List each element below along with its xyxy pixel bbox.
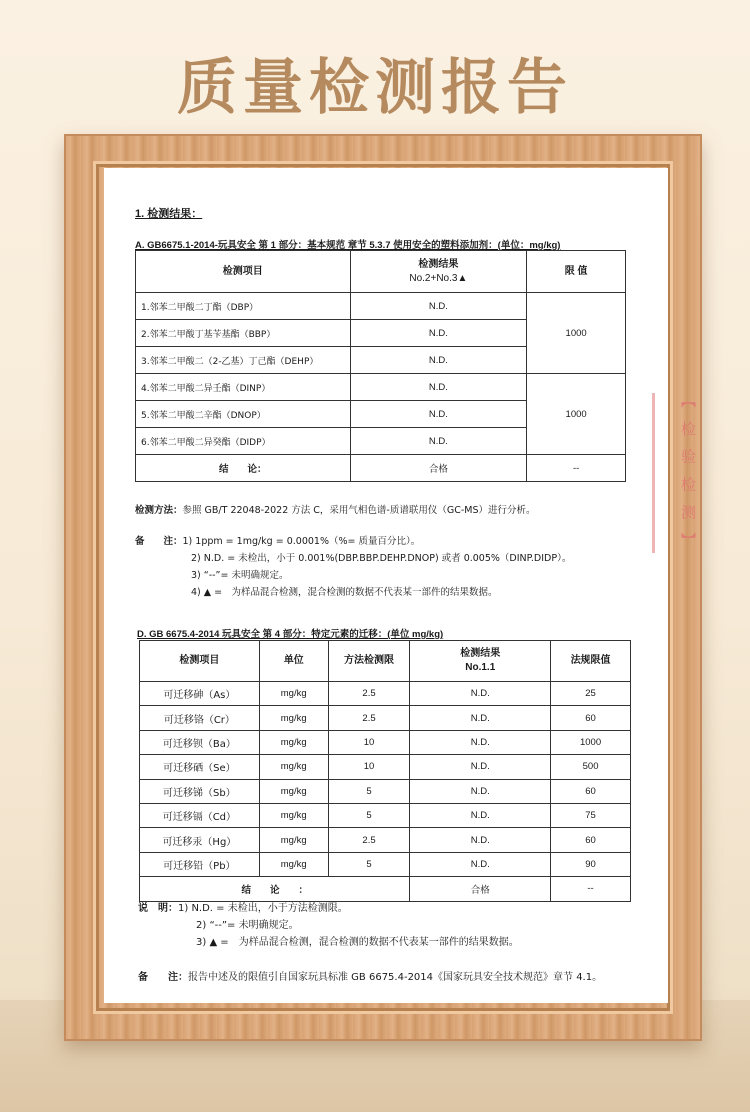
test-result: N.D. xyxy=(350,374,527,401)
header-result-label: 检测结果 xyxy=(460,648,501,659)
test-result: N.D. xyxy=(410,779,551,803)
unit: mg/kg xyxy=(259,852,328,876)
header-regulatory-limit: 法规限值 xyxy=(551,641,631,682)
table-d xyxy=(139,640,631,902)
test-item: 1.邻苯二甲酸二丁酯（DBP） xyxy=(136,293,351,320)
test-item: 2.邻苯二甲酸丁基苄基酯（BBP） xyxy=(136,320,351,347)
detection-limit: 5 xyxy=(328,803,410,827)
test-item: 5.邻苯二甲酸二辛酯（DNOP） xyxy=(136,401,351,428)
test-result: N.D. xyxy=(410,828,551,852)
element-name: 可迁移钡（Ba） xyxy=(140,730,260,754)
detection-limit: 2.5 xyxy=(328,706,410,730)
limit-value: 1000 xyxy=(527,374,626,455)
element-name: 可迁移铅（Pb） xyxy=(140,852,260,876)
limit-value: 1000 xyxy=(527,293,626,374)
unit: mg/kg xyxy=(259,730,328,754)
table-a-header-row xyxy=(136,251,626,293)
explain-line: 1) N.D. = 未检出，小于方法检测限。 xyxy=(178,903,348,914)
element-name: 可迁移镉（Cd） xyxy=(140,803,260,827)
test-result: N.D. xyxy=(350,428,527,455)
method-text: 参照 GB/T 22048-2022 方法 C，采用气相色谱-质谱联用仪（GC-MS）进行分析。 xyxy=(182,505,536,516)
conclusion-limit: -- xyxy=(551,877,631,901)
element-name: 可迁移锑（Sb） xyxy=(140,779,260,803)
table-row xyxy=(140,682,631,706)
test-item: 4.邻苯二甲酸二异壬酯（DINP） xyxy=(136,374,351,401)
conclusion-row xyxy=(136,455,626,482)
regulatory-limit: 1000 xyxy=(551,730,631,754)
table-d-header-row xyxy=(140,641,631,682)
element-name: 可迁移铬（Cr） xyxy=(140,706,260,730)
conclusion-row xyxy=(140,877,631,901)
explain-label: 说 明： xyxy=(138,903,178,914)
table-a-caption: A. GB6675.1-2014-玩具安全 第 1 部分：基本规范 章节 5.3.7 使用安全的塑料添加剂：(单位：mg/kg) xyxy=(135,240,561,251)
test-result: N.D. xyxy=(350,320,527,347)
explain-line: 2) “--”= 未明确规定。 xyxy=(196,920,299,931)
regulatory-limit: 60 xyxy=(551,779,631,803)
test-result: N.D. xyxy=(350,401,527,428)
test-result: N.D. xyxy=(410,755,551,779)
conclusion-limit: -- xyxy=(527,455,626,482)
unit: mg/kg xyxy=(259,706,328,730)
section-title: 1. 检测结果： xyxy=(135,208,203,220)
conclusion-value: 合格 xyxy=(410,877,551,901)
header-test-item: 检测项目 xyxy=(140,641,260,682)
detection-limit: 10 xyxy=(328,730,410,754)
explain-line: 3) ▲ = 为样品混合检测，混合检测的数据不代表某一部件的结果数据。 xyxy=(196,937,519,948)
header-unit: 单位 xyxy=(259,641,328,682)
notes-block xyxy=(135,533,571,601)
conclusion-label: 结 论： xyxy=(136,455,351,482)
test-result: N.D. xyxy=(350,293,527,320)
header-sample-no: No.1.1 xyxy=(465,662,496,673)
unit: mg/kg xyxy=(259,779,328,803)
test-result: N.D. xyxy=(350,347,527,374)
remark-text: 报告中述及的限值引自国家玩具标准 GB 6675.4-2014《国家玩具安全技术规范》章节 4.1。 xyxy=(188,972,603,983)
note-line: 2) N.D. = 未检出，小于 0.001%(DBP.BBP.DEHP.DNOP) 或者 0.005%（DINP.DIDP）。 xyxy=(191,553,572,564)
table-row xyxy=(140,755,631,779)
header-result-label: 检测结果 xyxy=(418,258,459,270)
table-a xyxy=(135,250,626,482)
note-line: 4) ▲ = 为样品混合检测，混合检测的数据不代表某一部件的结果数据。 xyxy=(191,587,498,598)
remark-label: 备 注： xyxy=(138,972,188,983)
detection-limit: 5 xyxy=(328,852,410,876)
table-row xyxy=(140,730,631,754)
regulatory-limit: 60 xyxy=(551,706,631,730)
note-line: 3) “--”= 未明确规定。 xyxy=(191,570,289,581)
test-result: N.D. xyxy=(410,852,551,876)
element-name: 可迁移汞（Hg） xyxy=(140,828,260,852)
test-item: 3.邻苯二甲酸二（2-乙基）丁己酯（DEHP） xyxy=(136,347,351,374)
table-row xyxy=(140,803,631,827)
table-row xyxy=(140,706,631,730)
unit: mg/kg xyxy=(259,803,328,827)
header-limit: 限 值 xyxy=(527,251,626,293)
regulatory-limit: 75 xyxy=(551,803,631,827)
regulatory-limit: 60 xyxy=(551,828,631,852)
element-name: 可迁移硒（Se） xyxy=(140,755,260,779)
remark xyxy=(138,968,602,983)
test-item: 6.邻苯二甲酸二异癸酯（DIDP） xyxy=(136,428,351,455)
note-line: 1) 1ppm = 1mg/kg = 0.0001%（%= 质量百分比）。 xyxy=(182,536,421,547)
regulatory-limit: 500 xyxy=(551,755,631,779)
conclusion-value: 合格 xyxy=(350,455,527,482)
header-test-item: 检测项目 xyxy=(136,251,351,293)
test-result: N.D. xyxy=(410,803,551,827)
table-row xyxy=(140,828,631,852)
element-name: 可迁移砷（As） xyxy=(140,682,260,706)
test-result: N.D. xyxy=(410,706,551,730)
regulatory-limit: 90 xyxy=(551,852,631,876)
page-title: 质量检测报告 xyxy=(177,53,573,123)
detection-limit: 2.5 xyxy=(328,682,410,706)
table-d-caption: D. GB 6675.4-2014 玩具安全 第 4 部分：特定元素的迁移：(单位 mg/kg) xyxy=(137,629,444,640)
conclusion-label: 结 论 ： xyxy=(140,877,410,901)
test-result: N.D. xyxy=(410,730,551,754)
table-row xyxy=(140,779,631,803)
detection-limit: 10 xyxy=(328,755,410,779)
report-paper xyxy=(104,168,697,1003)
header-detection-limit: 方法检测限 xyxy=(328,641,410,682)
header-result xyxy=(410,641,551,682)
detection-limit: 5 xyxy=(328,779,410,803)
table-row xyxy=(140,852,631,876)
method-label: 检测方法： xyxy=(135,505,183,516)
explain-block xyxy=(138,900,519,951)
header-sample-no: No.2+No.3▲ xyxy=(409,272,468,284)
red-stamp: 【 检 验 检 测 】 xyxy=(652,393,699,553)
table-row xyxy=(136,293,626,320)
unit: mg/kg xyxy=(259,828,328,852)
test-result: N.D. xyxy=(410,682,551,706)
regulatory-limit: 25 xyxy=(551,682,631,706)
test-method xyxy=(135,502,536,516)
table-row xyxy=(136,374,626,401)
detection-limit: 2.5 xyxy=(328,828,410,852)
unit: mg/kg xyxy=(259,682,328,706)
header-result xyxy=(350,251,527,293)
notes-label: 备 注： xyxy=(135,536,183,547)
unit: mg/kg xyxy=(259,755,328,779)
